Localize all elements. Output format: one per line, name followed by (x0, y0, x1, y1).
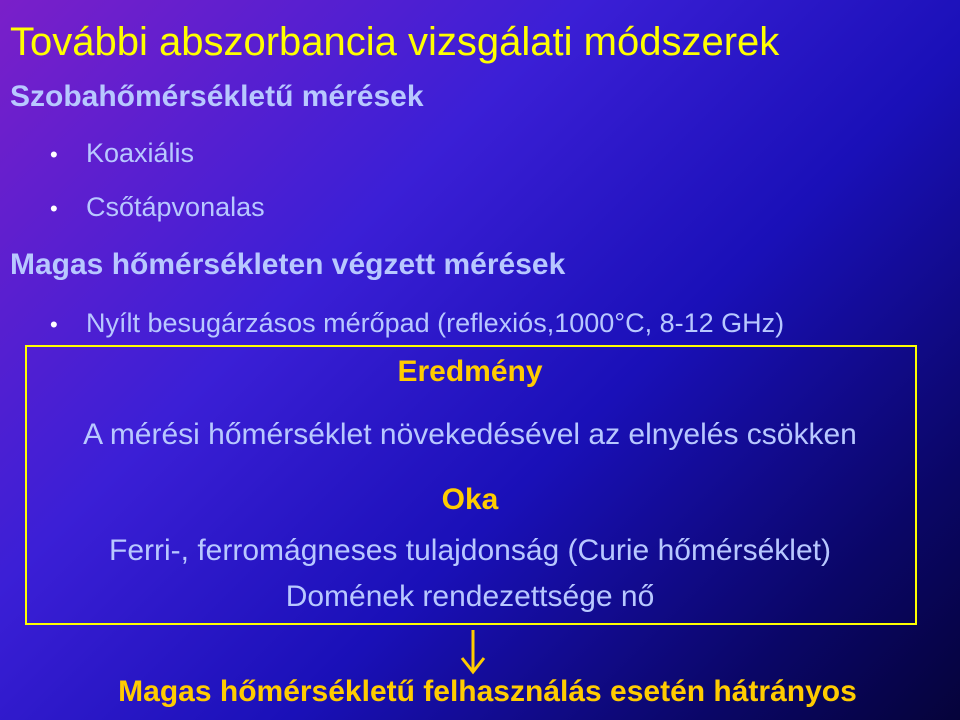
cause-line: Ferri-, ferromágneses tulajdonság (Curie hőmérséklet) (109, 534, 831, 567)
result-text: A mérési hőmérséklet növekedésével az elnyelés csökken (83, 418, 857, 451)
bullet-text: Csőtápvonalas (86, 192, 265, 222)
bullet-icon: • (50, 142, 58, 167)
bullet-text: Koaxiális (86, 138, 195, 168)
bullet-icon: • (50, 196, 58, 221)
bullet-item (50, 138, 194, 169)
down-arrow-icon (458, 628, 488, 676)
cause-line: Domének rendezettsége nő (285, 580, 655, 613)
bullet-item (50, 308, 784, 339)
bullet-icon: • (50, 312, 58, 337)
conclusion-text: Magas hőmérsékletű felhasználás esetén hátrányos (118, 675, 857, 708)
result-label: Eredmény (397, 355, 543, 388)
bullet-item (50, 192, 265, 223)
cause-label: Oka (441, 483, 499, 516)
section-heading-room-temperature: Szobahőmérsékletű mérések (10, 80, 424, 113)
bullet-text: Nyílt besugárzásos mérőpad (reflexiós,1000°C, 8-12 GHz) (86, 308, 785, 338)
slide-title: További abszorbancia vizsgálati módszerek (10, 20, 780, 64)
section-heading-high-temperature: Magas hőmérsékleten végzett mérések (10, 248, 566, 281)
